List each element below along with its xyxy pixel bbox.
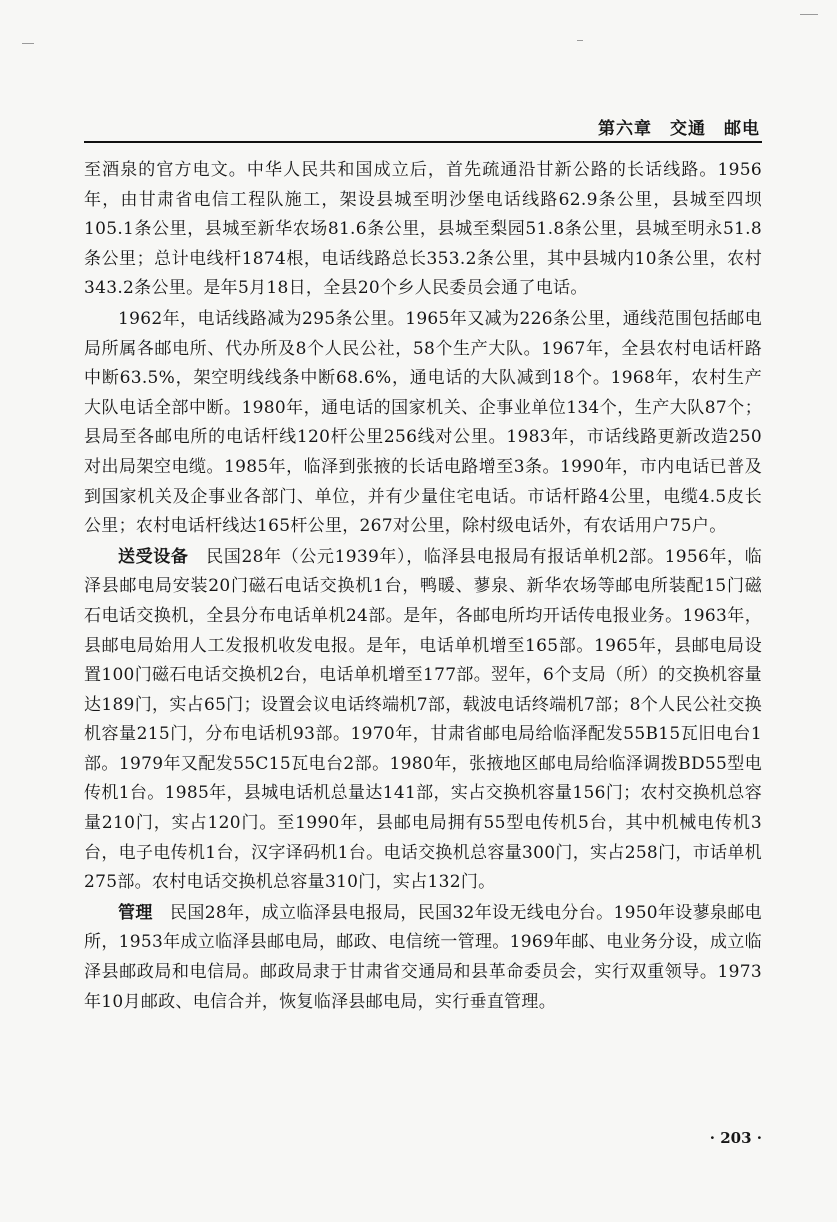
section-lead: 送受设备 [118,546,189,567]
scan-mark [800,14,818,15]
page-number: · 203 · [709,1129,762,1147]
body-text [84,156,762,1017]
paragraph-text: 至酒泉的官方电文。中华人民共和国成立后，首先疏通沿甘新公路的长话线路。1956年，由甘肃省电信工程队施工，架设县城至明沙堡电话线路62.9条公里，县城至四坝105.1条公里，县城至新华农场81.6条公里，县城至梨园51.8条公里，县城至明永51.8条公里；总计电线杆1874根，电话线路总长353.2条公里，其中县城内10条公里，农村343.2条公里。是年5月18日，全县20个乡人民委员会通了电话。 [84,160,762,299]
running-header: 第六章 交通 邮电 [598,119,760,139]
header-rule [84,141,762,143]
paragraph-text: 民国28年（公元1939年），临泽县电报局有报话单机2部。1956年，临泽县邮电局安装20门磁石电话交换机1台，鸭暖、蓼泉、新华农场等邮电所装配15门磁石电话交换机，全县分布电话单机24部。是年，各邮电所均开话传电报业务。1963年，县邮电局始用人工发报机收发电报。是年，电话单机增至165部。1965年，县邮电局设置100门磁石电话交换机2台，电话单机增至177部。翌年，6个支局（所）的交换机容量达189门，实占65门；设置会议电话终端机7部，载波电话终端机7部；8个人民公社交换机容量215门，分布电话机93部。1970年，甘肃省邮电局给临泽配发55B15瓦旧电台1部。1979年又配发55C15瓦电台2部。1980年，张掖地区邮电局给临泽调拨BD55型电传机1台。1985年，县城电话机总量达141部，实占交换机容量156门；农村交换机总容量210门，实占120门。至1990年，县邮电局拥有55型电传机5台，其中机械电传机3台，电子电传机1台，汉字译码机1台。电话交换机总容量300门，实占258门，市话单机275部。农村电话交换机总容量310门，实占132门。 [84,546,762,893]
paragraph-text: 民国28年，成立临泽县电报局，民国32年设无线电分台。1950年设蓼泉邮电所，1953年成立临泽县邮电局，邮政、电信统一管理。1969年邮、电业务分设，成立临泽县邮政局和电信局。邮政局隶于甘肃省交通局和县革命委员会，实行双重领导。1973年10月邮政、电信合并，恢复临泽县邮电局，实行垂直管理。 [84,902,762,1012]
paragraph [84,156,762,304]
paragraph [84,899,762,1017]
paragraph [84,305,762,542]
paragraph [84,543,762,898]
scan-mark [577,40,583,41]
paragraph-text: 1962年，电话线路减为295条公里。1965年又减为226条公里，通线范围包括邮电局所属各邮电所、代办所及8个人民公社，58个生产大队。1967年，全县农村电话杆路中断63.5%，架空明线线条中断68.6%，通电话的大队减到18个。1968年，农村生产大队电话全部中断。1980年，通电话的国家机关、企事业单位134个，生产大队87个；县局至各邮电所的电话杆线120杆公里256线对公里。1983年，市话线路更新改造250对出局架空电缆。1985年，临泽到张掖的长话电路增至3条。1990年，市内电话已普及到国家机关及企事业各部门、单位，并有少量住宅电话。市话杆路4公里，电缆4.5皮长公里；农村电话杆线达165杆公里，267对公里，除村级电话外，有农话用户75户。 [84,308,762,537]
scan-mark [22,43,34,44]
section-lead: 管理 [118,902,153,923]
